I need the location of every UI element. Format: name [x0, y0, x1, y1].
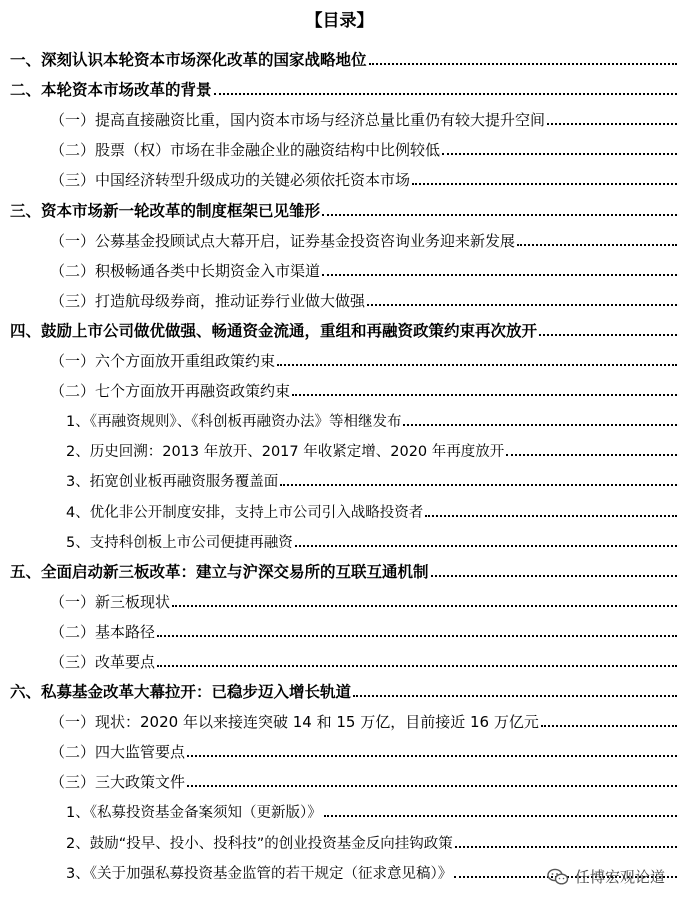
toc-entry[interactable]	[0, 552, 679, 582]
toc-entry-text: 4、优化非公开制度安排，支持上市公司引入战略投资者	[66, 504, 424, 521]
dot-leader	[403, 424, 677, 426]
toc-entry-text: （二）七个方面放开再融资政策约束	[50, 382, 291, 401]
toc-entry-text: 二、本轮资本市场改革的背景	[10, 80, 212, 100]
toc-entry[interactable]	[0, 190, 679, 220]
toc-entry[interactable]	[0, 461, 679, 491]
dot-leader	[157, 635, 677, 637]
dot-leader	[367, 304, 677, 306]
toc-entry[interactable]	[0, 371, 679, 401]
toc-entry[interactable]	[0, 792, 679, 822]
toc-entry-text: （二）股票（权）市场在非金融企业的融资结构中比例较低	[50, 141, 441, 160]
dot-leader	[324, 815, 677, 817]
wechat-icon	[547, 868, 569, 886]
toc-entry-text: 五、全面启动新三板改革：建立与沪深交易所的互联互通机制	[10, 561, 429, 581]
dot-leader	[353, 695, 677, 697]
dot-leader	[277, 364, 677, 366]
dot-leader	[292, 394, 677, 396]
dot-leader	[157, 665, 677, 667]
dot-leader	[517, 244, 677, 246]
toc-entry[interactable]	[0, 401, 679, 431]
dot-leader	[187, 755, 677, 757]
toc-entry[interactable]	[0, 281, 679, 311]
toc-entry[interactable]	[0, 522, 679, 552]
dot-leader	[506, 454, 677, 456]
toc-entry-text: （二）积极畅通各类中长期资金入市渠道	[50, 261, 321, 280]
toc-entry-text: 3、拓宽创业板再融资服务覆盖面	[66, 474, 279, 491]
toc-title: 【目录】	[305, 11, 374, 31]
toc-entry[interactable]	[0, 431, 679, 461]
watermark-text: 任博宏观论道	[574, 868, 665, 886]
table-of-contents	[0, 40, 679, 883]
toc-entry[interactable]	[0, 822, 679, 852]
toc-entry-text: （三）改革要点	[50, 652, 156, 671]
toc-entry-text: 四、鼓励上市公司做优做强、畅通资金流通，重组和再融资政策约束再次放开	[10, 320, 538, 340]
toc-entry-text: （一）公募基金投顾试点大幕开启，证券基金投资咨询业务迎来新发展	[50, 231, 516, 250]
dot-leader	[442, 153, 677, 155]
toc-entry[interactable]	[0, 672, 679, 702]
toc-entry[interactable]	[0, 40, 679, 70]
dot-leader	[280, 484, 677, 486]
toc-entry-text: 5、支持科创板上市公司便捷再融资	[66, 534, 293, 551]
toc-entry[interactable]	[0, 491, 679, 521]
toc-entry[interactable]	[0, 642, 679, 672]
dot-leader	[187, 785, 677, 787]
toc-entry-text: 三、资本市场新一轮改革的制度框架已见雏形	[10, 200, 321, 220]
dot-leader	[172, 605, 677, 607]
toc-entry-text: 3、《关于加强私募投资基金监管的若干规定（征求意见稿）》	[66, 865, 453, 882]
toc-entry-text: （一）六个方面放开重组政策约束	[50, 352, 276, 371]
toc-entry-text: （二）四大监管要点	[50, 743, 186, 762]
toc-entry-text: （三）三大政策文件	[50, 773, 186, 792]
dot-leader	[425, 515, 677, 517]
dot-leader	[547, 123, 677, 125]
toc-entry[interactable]	[0, 311, 679, 341]
dot-leader	[541, 725, 677, 727]
toc-entry-text: 1、《再融资规则》、《科创板再融资办法》等相继发布	[66, 414, 402, 431]
toc-entry[interactable]	[0, 221, 679, 251]
toc-entry[interactable]	[0, 702, 679, 732]
toc-entry[interactable]	[0, 160, 679, 190]
toc-entry[interactable]	[0, 70, 679, 100]
toc-entry-text: 2、历史回溯：2013 年放开、2017 年收紧定增、2020 年再度放开	[66, 444, 505, 461]
toc-entry[interactable]	[0, 732, 679, 762]
toc-entry-text: （三）中国经济转型升级成功的关键必须依托资本市场	[50, 171, 411, 190]
toc-entry[interactable]	[0, 130, 679, 160]
dot-leader	[455, 846, 677, 848]
toc-entry[interactable]	[0, 341, 679, 371]
toc-entry-text: （一）提高直接融资比重，国内资本市场与经济总量比重仍有较大提升空间	[50, 111, 546, 130]
toc-entry-text: 1、《私募投资基金备案须知（更新版）》	[66, 805, 322, 822]
toc-entry-text: 2、鼓励“投早、投小、投科技”的创业投资基金反向挂钩政策	[66, 835, 453, 852]
toc-entry-text: （三）打造航母级券商，推动证券行业做大做强	[50, 291, 366, 310]
dot-leader	[322, 214, 677, 216]
toc-entry-text: 六、私募基金改革大幕拉开：已稳步迈入增长轨道	[10, 682, 352, 702]
toc-entry[interactable]	[0, 762, 679, 792]
watermark	[547, 866, 665, 887]
toc-entry-text: 一、深刻认识本轮资本市场深化改革的国家战略地位	[10, 50, 367, 70]
dot-leader	[431, 575, 677, 577]
dot-leader	[369, 63, 677, 65]
toc-entry-text: （一）新三板现状	[50, 592, 171, 611]
toc-entry[interactable]	[0, 251, 679, 281]
toc-entry[interactable]	[0, 100, 679, 130]
toc-entry-text: （二）基本路径	[50, 622, 156, 641]
toc-entry[interactable]	[0, 612, 679, 642]
dot-leader	[322, 274, 677, 276]
toc-entry-text: （一）现状：2020 年以来接连突破 14 和 15 万亿，目前接近 16 万亿元	[50, 713, 539, 732]
dot-leader	[539, 334, 677, 336]
dot-leader	[412, 183, 677, 185]
toc-entry[interactable]	[0, 582, 679, 612]
dot-leader	[214, 93, 677, 95]
dot-leader	[295, 545, 677, 547]
